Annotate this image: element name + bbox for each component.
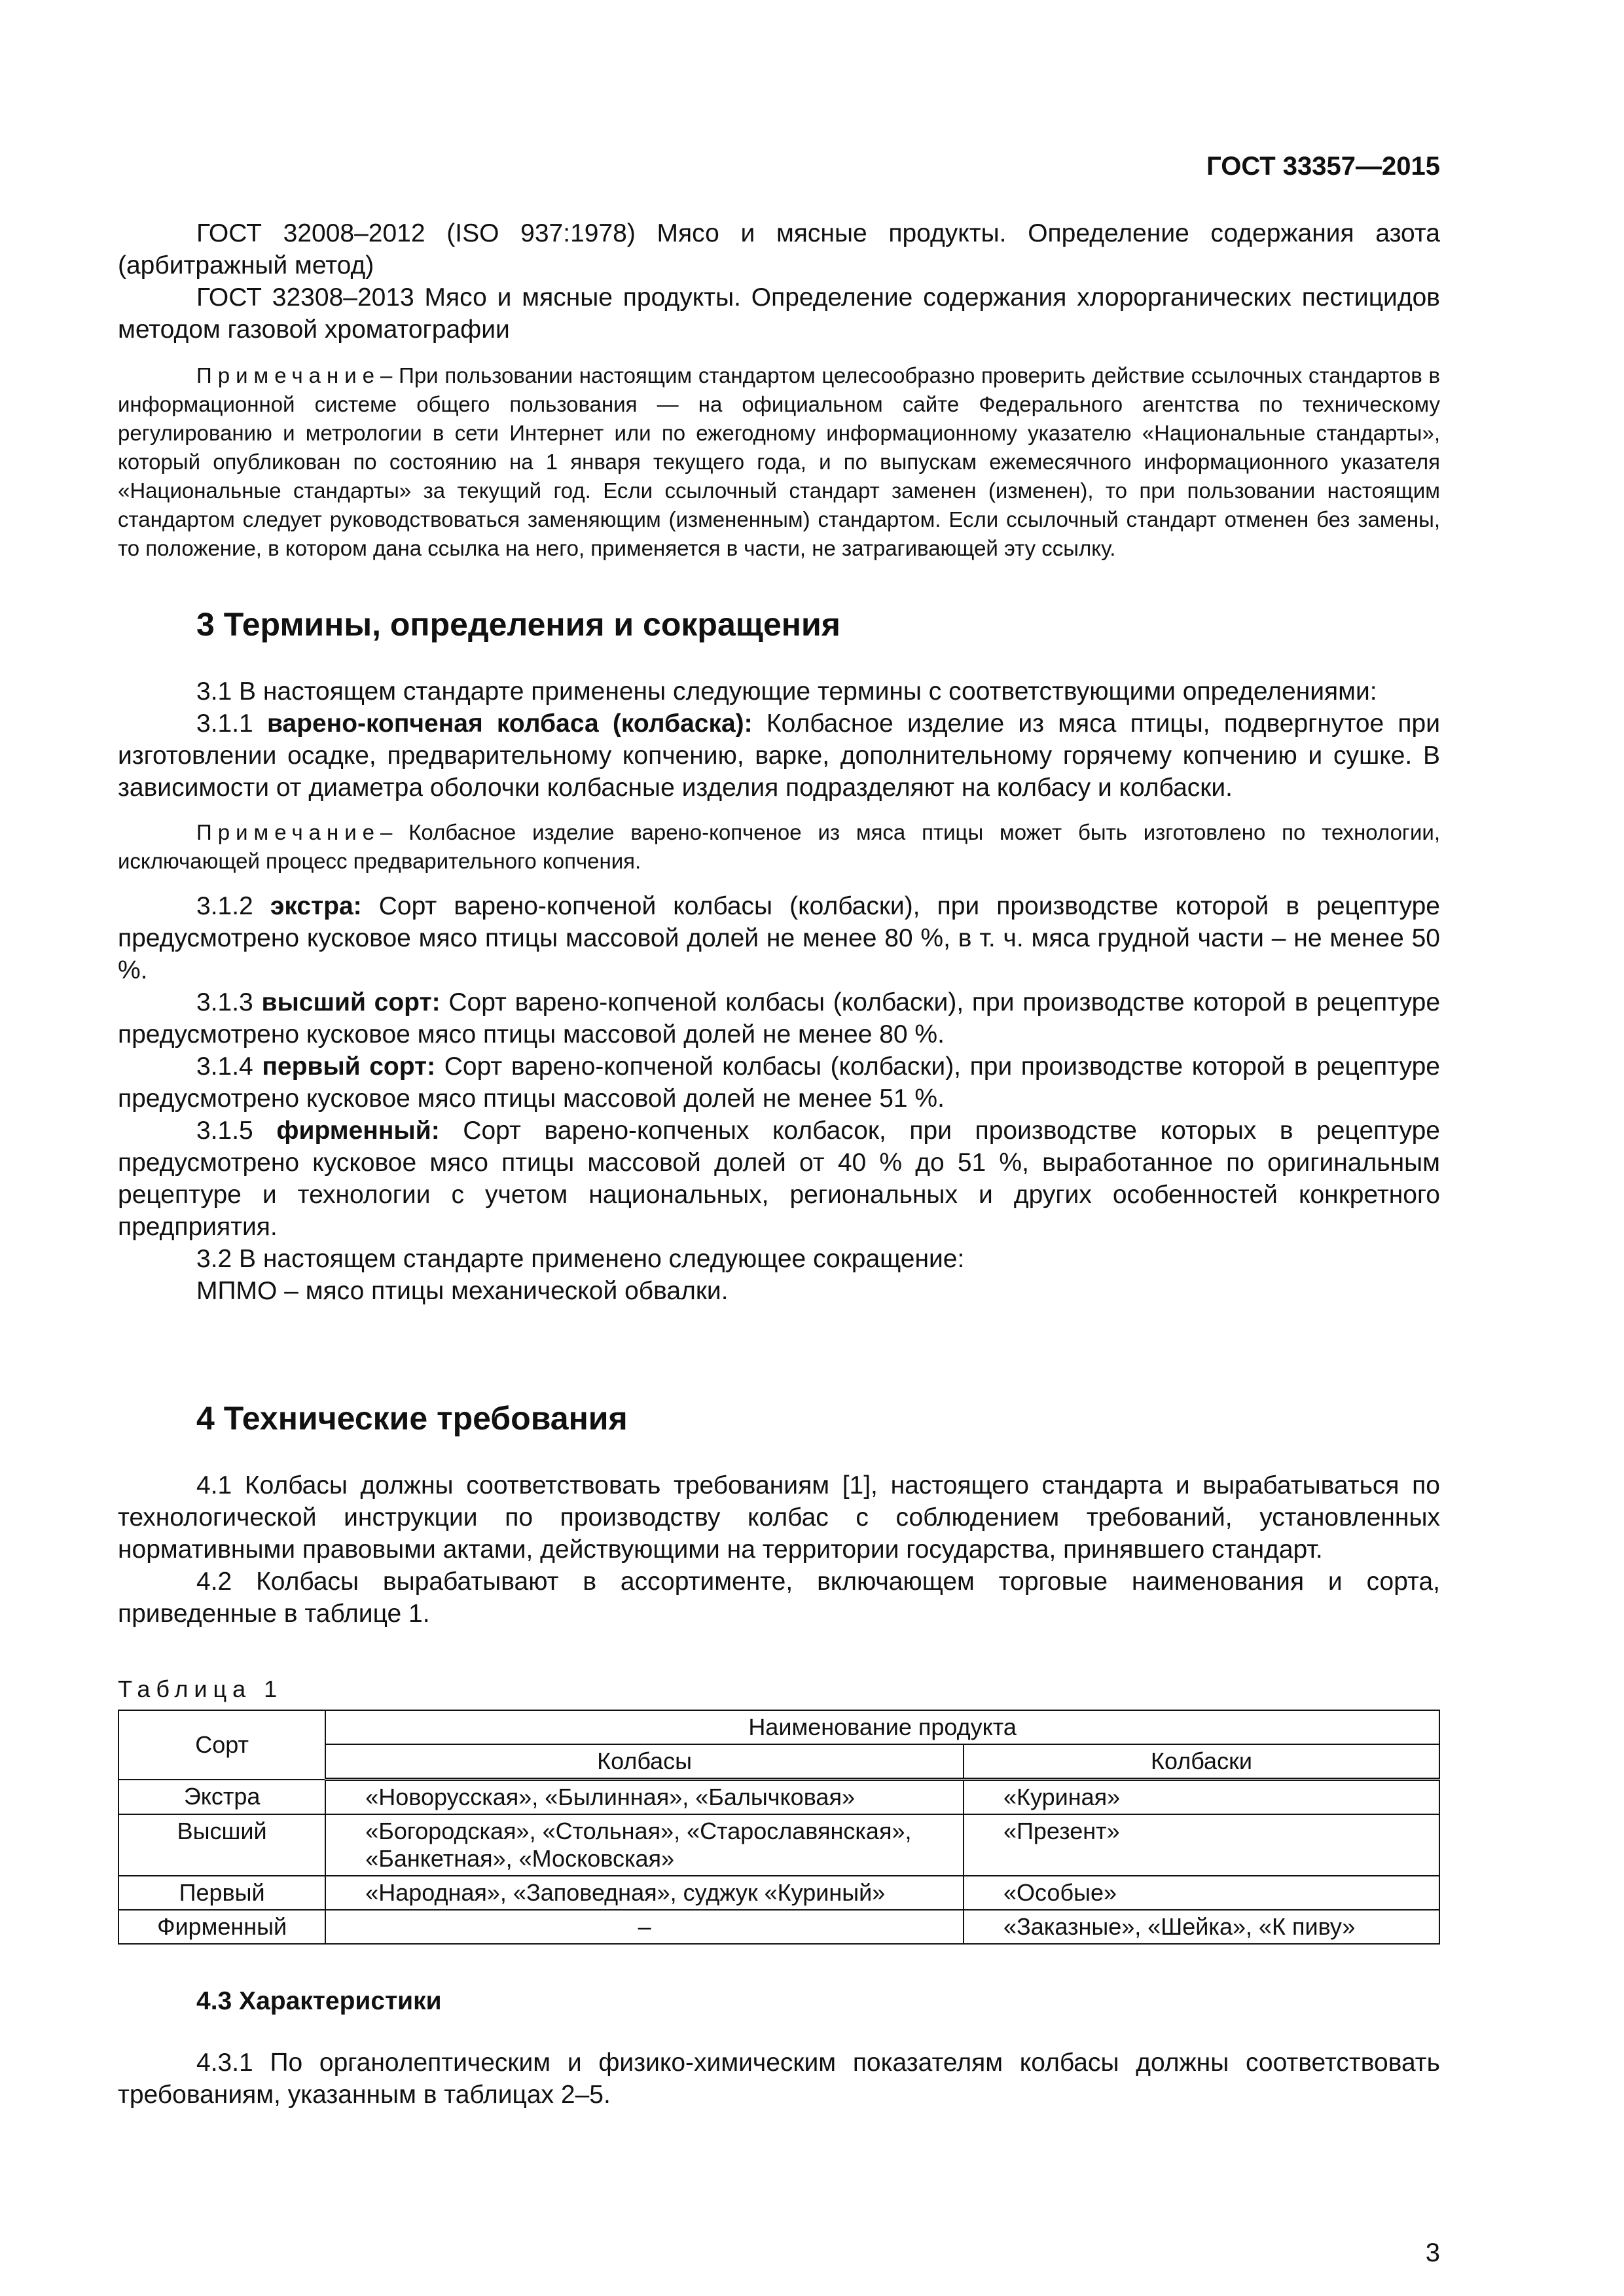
abbreviation-mpmo: МПМО – мясо птицы механической обвалки.	[196, 1277, 729, 1305]
clause-3-2: 3.2 В настоящем стандарте применено следующее сокращение:	[196, 1245, 965, 1273]
table-row: Первый «Народная», «Заповедная», суджук «Куриный» «Особые»	[118, 1876, 1439, 1910]
clause-3-1-1: 3.1.1 варено-копченая колбаса (колбаска): Колбасное изделие из мяса птицы, подвергнутое при изготовлении осадке, предварительному копчению, варке, дополнительному горячему копчению и сушке. В зависимости от диаметра оболочки колбасные изделия подразделяют на колбасу и колбаски.	[118, 709, 1441, 802]
table-1	[118, 1710, 1440, 1945]
section-3-body	[118, 675, 1440, 1307]
section-4-heading-wrap	[118, 1399, 1440, 1437]
clause-4-3-1-wrap	[118, 2047, 1440, 2111]
term-pervyy: первый сорт:	[262, 1052, 436, 1081]
note-references	[118, 361, 1440, 563]
clause-4-3-1: 4.3.1 По органолептическим и физико-химическим показателям колбасы должны соответствовать требованиям, указанным в таблицах 2–5.	[118, 2049, 1440, 2109]
section-3-heading: 3 Термины, определения и сокращения	[196, 606, 840, 643]
clause-3-1-4: 3.1.4 первый сорт: Сорт варено-копченой колбасы (колбаски), при производстве которой в рецептуре предусмотрено кусковое мясо птицы массовой долей не менее 51 %.	[118, 1052, 1440, 1113]
th-kolbaski: Колбаски	[964, 1744, 1439, 1780]
clause-4-1: 4.1 Колбасы должны соответствовать требованиям [1], настоящего стандарта и вырабатываться по технологической инструкции по производству колбас с соблюдением требований, установленных нормативными правовыми актами, действующими на территории государства, принявшего стандарт.	[118, 1471, 1440, 1564]
clause-4-3-heading-wrap	[118, 1987, 1440, 2016]
note-3-1-1: Примечание– Колбасное изделие варено-копченое из мяса птицы может быть изготовлено по технологии, исключающей процесс предварительного копчения.	[118, 820, 1440, 873]
term-vareno-kopchenaya: варено-копченая колбаса (колбаска):	[266, 709, 753, 738]
note-label: Примечание	[196, 363, 381, 387]
table-1-wrap	[118, 1710, 1440, 1945]
document-page	[118, 0, 1440, 2296]
section-3-heading-wrap	[118, 605, 1440, 643]
clause-4-2: 4.2 Колбасы вырабатывают в ассортименте, включающем торговые наименования и сорта, приведенные в таблице 1.	[118, 1568, 1440, 1628]
table-1-caption-wrap	[118, 1673, 1440, 1705]
table-caption: Таблица 1	[118, 1676, 283, 1702]
section-4-body	[118, 1469, 1440, 1630]
th-kolbasy: Колбасы	[325, 1744, 964, 1780]
clause-3-1-3: 3.1.3 высший сорт: Сорт варено-копченой колбасы (колбаски), при производстве которой в рецептуре предусмотрено кусковое мясо птицы массовой долей не менее 80 %.	[118, 988, 1441, 1049]
section-4-heading: 4 Технические требования	[196, 1400, 628, 1437]
table-row: Экстра «Новорусская», «Былинная», «Балычковая» «Куриная»	[118, 1780, 1439, 1815]
note-text: – При пользовании настоящим стандартом целесообразно проверить действие ссылочных стандартов в информационной системе общего пользования — на официальном сайте Федерального агентства по техническому регулированию и метрологии в сети Интернет или по ежегодному информационному указателю «Национальные стандарты», который опубликован по состоянию на 1 января текущего года, и по выпускам ежемесячного информационного указателя «Национальные стандарты» за текущий год. Если ссылочный стандарт заменен (изменен), то при пользовании настоящим стандартом следует руководствоваться заменяющим (измененным) стандартом. Если ссылочный стандарт отменен без замены, то положение, в котором дана ссылка на него, применяется в части, не затрагивающей эту ссылку.	[118, 363, 1440, 560]
normative-references	[118, 217, 1440, 346]
page-number: 3	[1425, 2238, 1440, 2267]
reference-gost-32308: ГОСТ 32308–2013 Мясо и мясные продукты. Определение содержания хлорорганических пестицидов методом газовой хроматографии	[118, 283, 1440, 344]
document-id-header: ГОСТ 33357—2015	[1206, 152, 1440, 181]
term-ekstra: экстра:	[270, 892, 362, 920]
table-row: Фирменный – «Заказные», «Шейка», «К пиву»	[118, 1910, 1439, 1944]
clause-3-1-5: 3.1.5 фирменный: Сорт варено-копченых колбасок, при производстве которых в рецептуре предусмотрено кусковое мясо птицы массовой долей от 40 % до 51 %, выработанное по оригинальным рецептуре и технологии с учетом национальных, региональных и других особенностей конкретного предприятия.	[118, 1117, 1440, 1241]
clause-4-3-heading: 4.3 Характеристики	[196, 1987, 442, 2015]
clause-3-1: 3.1 В настоящем стандарте применены следующие термины с соответствующими определениями:	[196, 677, 1377, 706]
th-sort: Сорт	[118, 1710, 325, 1780]
clause-3-1-2: 3.1.2 экстра: Сорт варено-копченой колбасы (колбаски), при производстве которой в рецептуре предусмотрено кусковое мясо птицы массовой долей не менее 80 %, в т. ч. мяса грудной части – не менее 50 %.	[118, 892, 1440, 984]
term-vysshiy: высший сорт:	[261, 988, 441, 1016]
th-product-name: Наименование продукта	[325, 1710, 1439, 1744]
reference-gost-32008: ГОСТ 32008–2012 (ISO 937:1978) Мясо и мясные продукты. Определение содержания азота (арбитражный метод)	[118, 219, 1440, 279]
table-row: Высший «Богородская», «Стольная», «Старославянская», «Банкетная», «Московская» «Презент»	[118, 1814, 1439, 1876]
term-firmennyy: фирменный:	[276, 1117, 440, 1145]
